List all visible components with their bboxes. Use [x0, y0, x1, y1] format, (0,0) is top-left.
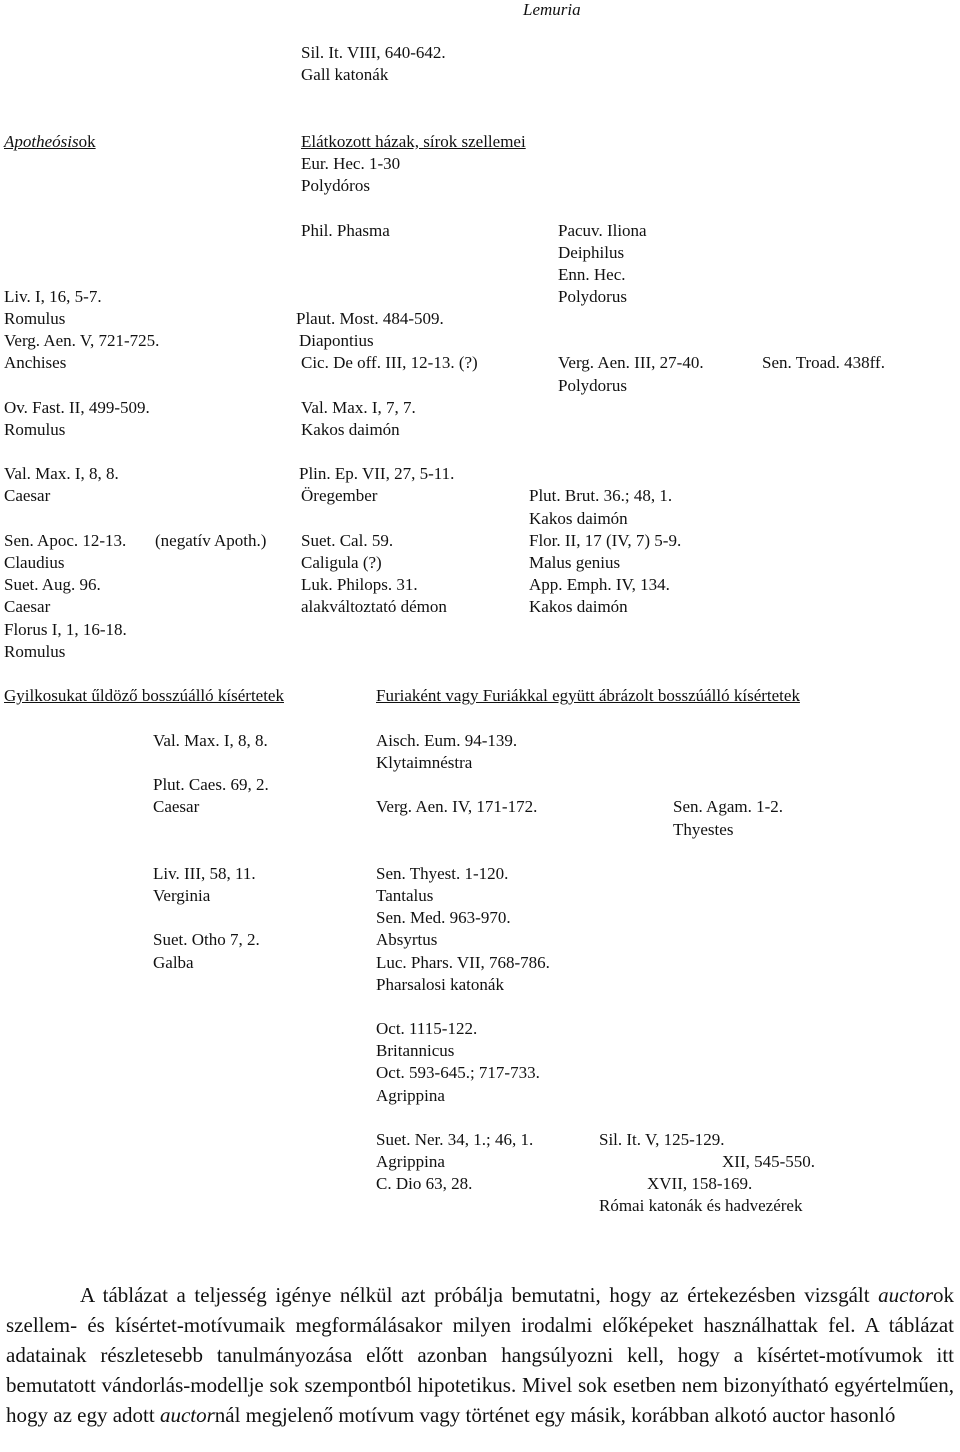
entry-sen-agam: Sen. Agam. 1-2.: [673, 797, 784, 816]
entry-plaut-most: Plaut. Most. 484-509.: [296, 309, 444, 328]
entry-sil-it-v: Sil. It. V, 125-129.: [599, 1130, 725, 1149]
entry-polydorus: Polydorus: [558, 287, 627, 306]
entry-alakvaltoztato: alakváltoztató démon: [301, 597, 447, 616]
houses-heading: Elátkozott házak, sírok szellemei: [301, 132, 526, 151]
entry-oregember: Öregember: [301, 486, 378, 505]
para-text-1: A táblázat a teljesség igénye nélkül azt próbálja bemutatni, hogy az értekezésben vizsgált: [80, 1283, 879, 1307]
entry-verginia: Verginia: [153, 886, 211, 905]
entry-sil-it: Sil. It. VIII, 640-642.: [301, 43, 446, 62]
entry-gall-katonak: Gall katonák: [301, 65, 389, 84]
entry-romulus: Romulus: [4, 309, 66, 328]
entry-val-max-188: Val. Max. I, 8, 8.: [4, 464, 119, 483]
entry-caesar-2: Caesar: [4, 597, 51, 616]
entry-pacuv: Pacuv. Iliona: [558, 221, 647, 240]
entry-caesar-1: Caesar: [4, 486, 51, 505]
entry-thyestes: Thyestes: [673, 820, 734, 839]
entry-c-dio: C. Dio 63, 28.: [376, 1174, 473, 1193]
entry-verg-aen-v: Verg. Aen. V, 721-725.: [4, 331, 160, 350]
apotheosis-italic: Apotheósis: [4, 132, 79, 151]
furiae-heading: Furiaként vagy Furiákkal együtt ábrázolt bosszúálló kísértetek: [376, 686, 800, 705]
entry-phil-phasma: Phil. Phasma: [301, 221, 390, 240]
entry-sil-it-xvii: XVII, 158-169.: [647, 1174, 753, 1193]
body-paragraph: [6, 1280, 954, 1430]
entry-cic-de-off: Cic. De off. III, 12-13. (?): [301, 353, 478, 372]
entry-sen-troad: Sen. Troad. 438ff.: [762, 353, 885, 372]
entry-negativ-apoth: (negatív Apoth.): [155, 531, 267, 550]
entry-plin-ep: Plin. Ep. VII, 27, 5-11.: [299, 464, 455, 483]
entry-val-max-177: Val. Max. I, 7, 7.: [301, 398, 416, 417]
entry-florus: Florus I, 1, 16-18.: [4, 620, 127, 639]
entry-caligula: Caligula (?): [301, 553, 382, 572]
entry-suet-otho: Suet. Otho 7, 2.: [153, 930, 260, 949]
entry-ov-fast: Ov. Fast. II, 499-509.: [4, 398, 150, 417]
entry-romulus-3: Romulus: [4, 642, 66, 661]
entry-val-max-188-b: Val. Max. I, 8, 8.: [153, 731, 268, 750]
para-italic-1: auctor: [878, 1283, 933, 1307]
entry-romulus-2: Romulus: [4, 420, 66, 439]
entry-suet-cal: Suet. Cal. 59.: [301, 531, 394, 550]
entry-claudius: Claudius: [4, 553, 65, 572]
entry-galba: Galba: [153, 953, 194, 972]
entry-diapontius: Diapontius: [299, 331, 374, 350]
entry-suet-aug: Suet. Aug. 96.: [4, 575, 101, 594]
entry-flor: Flor. II, 17 (IV, 7) 5-9.: [529, 531, 682, 550]
entry-sil-it-xii: XII, 545-550.: [722, 1152, 816, 1171]
entry-oct-1115: Oct. 1115-122.: [376, 1019, 478, 1038]
entry-plut-brut: Plut. Brut. 36.; 48, 1.: [529, 486, 673, 505]
entry-sen-thyest: Sen. Thyest. 1-120.: [376, 864, 509, 883]
entry-romai-katonak: Római katonák és hadvezérek: [599, 1196, 803, 1215]
entry-deiphilus: Deiphilus: [558, 243, 625, 262]
entry-luk-philops: Luk. Philops. 31.: [301, 575, 418, 594]
entry-enn-hec: Enn. Hec.: [558, 265, 626, 284]
entry-sen-med: Sen. Med. 963-970.: [376, 908, 511, 927]
entry-oct-593: Oct. 593-645.; 717-733.: [376, 1063, 540, 1082]
apotheosis-suffix: ok: [78, 132, 96, 151]
entry-liv-iii: Liv. III, 58, 11.: [153, 864, 256, 883]
entry-luc-phars: Luc. Phars. VII, 768-786.: [376, 953, 550, 972]
entry-polydoros: Polydóros: [301, 176, 370, 195]
entry-absyrtus: Absyrtus: [376, 930, 438, 949]
entry-agrippina-1: Agrippina: [376, 1086, 445, 1105]
entry-pharsalosi: Pharsalosi katonák: [376, 975, 504, 994]
entry-klytaimnestra: Klytaimnéstra: [376, 753, 473, 772]
entry-kakos-daimon-3: Kakos daimón: [529, 597, 628, 616]
entry-liv: Liv. I, 16, 5-7.: [4, 287, 102, 306]
entry-verg-aen-iv: Verg. Aen. IV, 171-172.: [376, 797, 538, 816]
vengeful-ghosts-heading: Gyilkosukat űldöző bosszúálló kísértetek: [4, 686, 284, 705]
entry-caesar-3: Caesar: [153, 797, 200, 816]
entry-sen-apoc: Sen. Apoc. 12-13.: [4, 531, 127, 550]
apotheosis-heading: [4, 132, 96, 152]
entry-malus-genius: Malus genius: [529, 553, 621, 572]
entry-agrippina-2: Agrippina: [376, 1152, 445, 1171]
entry-verg-aen-iii: Verg. Aen. III, 27-40.: [558, 353, 704, 372]
entry-aisch-eum: Aisch. Eum. 94-139.: [376, 731, 518, 750]
entry-eur-hec: Eur. Hec. 1-30: [301, 154, 401, 173]
running-header: Lemuria: [523, 0, 581, 19]
para-italic-2: auctor: [159, 1403, 215, 1427]
entry-anchises: Anchises: [4, 353, 67, 372]
entry-plut-caes: Plut. Caes. 69, 2.: [153, 775, 269, 794]
entry-suet-ner: Suet. Ner. 34, 1.; 46, 1.: [376, 1130, 534, 1149]
entry-tantalus: Tantalus: [376, 886, 434, 905]
entry-polydorus-2: Polydorus: [558, 376, 627, 395]
entry-kakos-daimon-1: Kakos daimón: [301, 420, 400, 439]
entry-kakos-daimon-2: Kakos daimón: [529, 509, 628, 528]
para-text-3: nál megjelenő motívum vagy történet egy másik, korábban alkotó auctor hasonló: [214, 1403, 896, 1427]
entry-app-emph: App. Emph. IV, 134.: [529, 575, 670, 594]
para-text-2: ok szellem- és kísértet-motívumaik megformálásakor milyen irodalmi előképeket használhattak fel. A táblázat adatainak részletesebb tanulmányozása előtt azonban hangsúlyozni kell, hogy a kísértet-motívumok itt bemutatott vándorlás-modellje sok szempontból hipotetikus. Mivel sok esetben nem bizonyítható egyértelműen, hogy az egy adott: [6, 1283, 954, 1427]
entry-britannicus: Britannicus: [376, 1041, 455, 1060]
